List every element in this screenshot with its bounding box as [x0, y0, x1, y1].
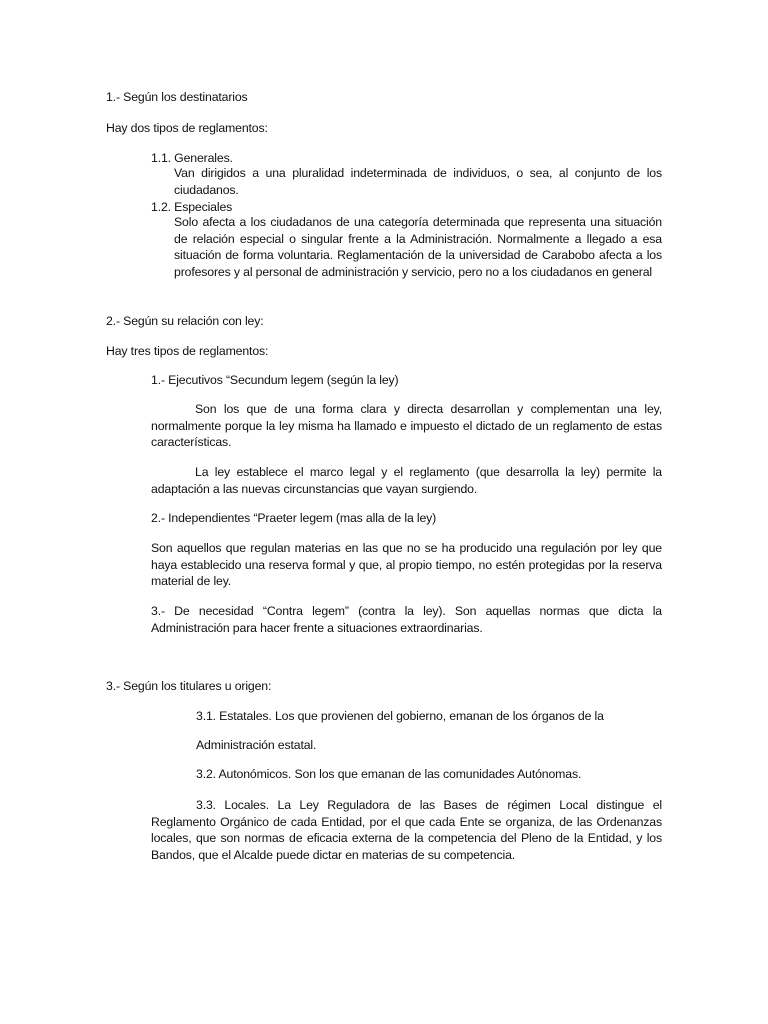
section-2-heading: 2.- Según su relación con ley:: [106, 314, 264, 328]
section-1-item-1-text: Van dirigidos a una pluralidad indeterminada de individuos, o sea, al conjunto de los ciudadanos.: [174, 166, 662, 197]
section-2-item-1-paragraph-1: Son los que de una forma clara y directa desarrollan y complementan una ley, normalmente porque la ley misma ha llamado e impuesto el dictado de un reglamento de estas características.: [151, 402, 662, 450]
section-1-item-2-text: Solo afecta a los ciudadanos de una categoría determinada que representa una situación de relación especial o singular frente a la Administración. Normalmente a llegado a esa situación de forma voluntaria. Reglamentación de la universidad de Carabobo afecta a los profesores y al personal de administración y servicio, pero no a los ciudadanos en general: [174, 215, 662, 280]
section-3-item-1-line-1: 3.1. Estatales. Los que provienen del gobierno, emanan de los órganos de la: [196, 709, 604, 723]
section-2-item-1-paragraph-2: La ley establece el marco legal y el reglamento (que desarrolla la ley) permite la adaptación a las nuevas circunstancias que vayan surgiendo.: [151, 465, 662, 496]
section-3-heading: 3.- Según los titulares u origen:: [106, 679, 272, 693]
section-1-intro: Hay dos tipos de reglamentos:: [106, 121, 268, 135]
section-2-item-3-paragraph: 3.- De necesidad “Contra legem” (contra la ley). Son aquellas normas que dicta la Administración para hacer frente a situaciones extraordinarias.: [151, 604, 662, 635]
section-1-heading: 1.- Según los destinatarios: [106, 90, 248, 104]
section-3-item-1-line-2: Administración estatal.: [196, 738, 317, 752]
section-1-item-2-title: 1.2. Especiales: [151, 200, 233, 214]
section-2-item-1-title: 1.- Ejecutivos “Secundum legem (según la ley): [151, 373, 399, 387]
section-2-intro: Hay tres tipos de reglamentos:: [106, 344, 269, 358]
section-3-item-3-paragraph: 3.3. Locales. La Ley Reguladora de las Bases de régimen Local distingue el Reglamento Orgánico de cada Entidad, por el que cada Ente se organiza, de las Ordenanzas locales, que son normas de eficacia externa de la competencia del Pleno de la Entidad, y los Bandos, que el Alcalde puede dictar en materias de su competencia.: [151, 798, 662, 863]
section-2-item-2-title: 2.- Independientes “Praeter legem (mas alla de la ley): [151, 511, 437, 525]
section-2-item-2-paragraph: Son aquellos que regulan materias en las que no se ha producido una regulación por ley que haya establecido una reserva formal y que, al propio tiempo, no estén protegidas por la reserva material de ley.: [151, 541, 662, 589]
section-3-item-2: 3.2. Autonómicos. Son los que emanan de las comunidades Autónomas.: [196, 767, 582, 781]
section-1-item-1-title: 1.1. Generales.: [151, 151, 233, 165]
